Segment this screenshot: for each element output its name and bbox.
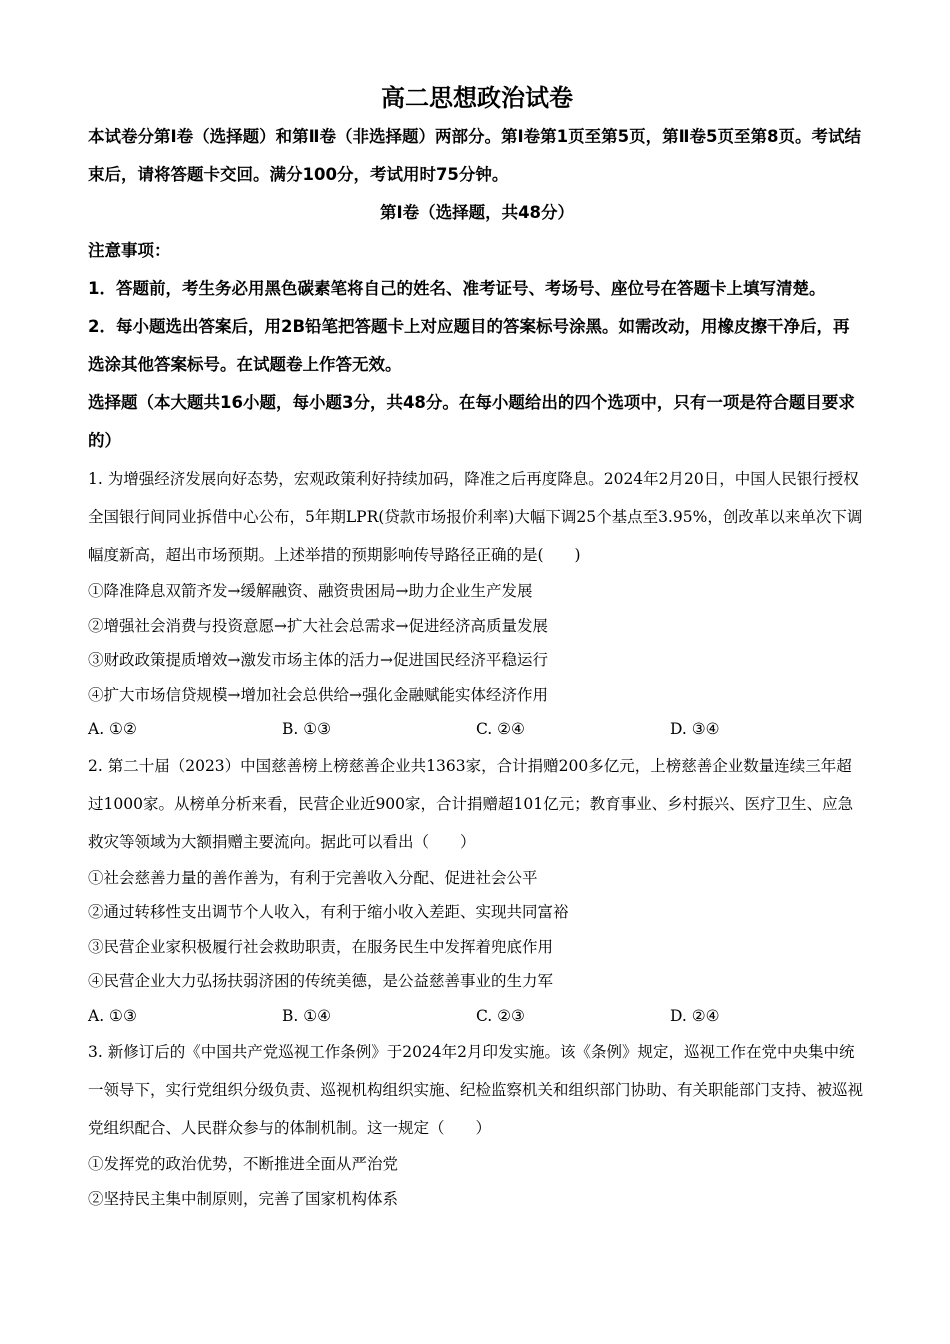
choice-b: B. ①④ [282, 1006, 332, 1025]
question-2-option: ①社会慈善力量的善作善为，有利于完善收入分配、促进社会公平 [88, 868, 538, 887]
choice-a: A. ①③ [88, 1006, 137, 1025]
choice-d: D. ②④ [670, 1006, 720, 1025]
question-2-option: ③民营企业家积极履行社会救助职责，在服务民生中发挥着兜底作用 [88, 937, 554, 956]
exam-page [88, 80, 866, 1216]
question-1-option: ③财政政策提质增效→激发市场主体的活力→促进国民经济平稳运行 [88, 651, 548, 669]
notes-heading: 注意事项： [88, 241, 171, 260]
question-3-option: ②坚持民主集中制原则，完善了国家机构体系 [88, 1189, 399, 1208]
question-stem-3: 3. 新修订后的《中国共产党巡视工作条例》于2024年2月印发实施。该《条例》规定，巡视工作在党中央集中统一领导下，实行党组织分级负责、巡视机构组织实施、纪检监察机关和组织部门协助、有关职能部门支持、被巡视党组织配合、人民群众参与的体制机制。这一规定（ ） [88, 1043, 864, 1137]
question-2-option: ④民营企业大力弘扬扶弱济困的传统美德，是公益慈善事业的生力军 [88, 972, 554, 990]
question-1-choices [88, 712, 866, 747]
choice-instructions: 选择题（本大题共16小题，每小题3分，共48分。在每小题给出的四个选项中，只有一项是符合题目要求的） [88, 393, 855, 450]
note-item: 2．每小题选出答案后，用2B铅笔把答题卡上对应题目的答案标号涂黑。如需改动，用橡皮擦干净后，再选涂其他答案标号。在试题卷上作答无效。 [88, 317, 850, 374]
choice-c: C. ②④ [476, 720, 525, 738]
choice-c: C. ②③ [476, 1006, 525, 1025]
section-heading: 第Ⅰ卷（选择题，共48分） [379, 203, 575, 222]
question-1-option: ②增强社会消费与投资意愿→扩大社会总需求→促进经济高质量发展 [88, 616, 548, 635]
choice-a: A. ①② [88, 720, 137, 738]
exam-intro: 本试卷分第Ⅰ卷（选择题）和第Ⅱ卷（非选择题）两部分。第Ⅰ卷第1页至第5页，第Ⅱ卷5页至第8页。考试结束后，请将答题卡交回。满分100分，考试用时75分钟。 [88, 127, 861, 184]
question-stem-2: 2. 第二十届（2023）中国慈善榜上榜慈善企业共1363家，合计捐赠200多亿元，上榜慈善企业数量连续三年超过1000家。从榜单分析来看，民营企业近900家，合计捐赠超101亿元；教育事业、乡村振兴、医疗卫生、应急救灾等领域为大额捐赠主要流向。据此可以看出（ ） [88, 756, 854, 851]
question-1-option: ①降准降息双箭齐发→缓解融资、融资贵困局→助力企业生产发展 [88, 582, 533, 600]
question-2-choices [88, 999, 866, 1034]
note-item: 1．答题前，考生务必用黑色碳素笔将自己的姓名、准考证号、考场号、座位号在答题卡上填写清楚。 [88, 279, 826, 298]
question-stem-1: 1. 为增强经济发展向好态势，宏观政策利好持续加码，降准之后再度降息。2024年2月20日，中国人民银行授权全国银行间同业拆借中心公布，5年期LPR(贷款市场报价利率)大幅下调25个基点至3.95%，创改革以来单次下调幅度新高，超出市场预期。上述举措的预期影响传导路径正确的是( ) [88, 470, 863, 564]
exam-title: 高二思想政治试卷 [381, 84, 573, 112]
question-3-option: ①发挥党的政治优势，不断推进全面从严治党 [88, 1155, 399, 1173]
question-1-option: ④扩大市场信贷规模→增加社会总供给→强化金融赋能实体经济作用 [88, 685, 548, 704]
question-2-option: ②通过转移性支出调节个人收入，有利于缩小收入差距、实现共同富裕 [88, 903, 569, 921]
choice-d: D. ③④ [670, 720, 720, 738]
choice-b: B. ①③ [282, 720, 332, 738]
